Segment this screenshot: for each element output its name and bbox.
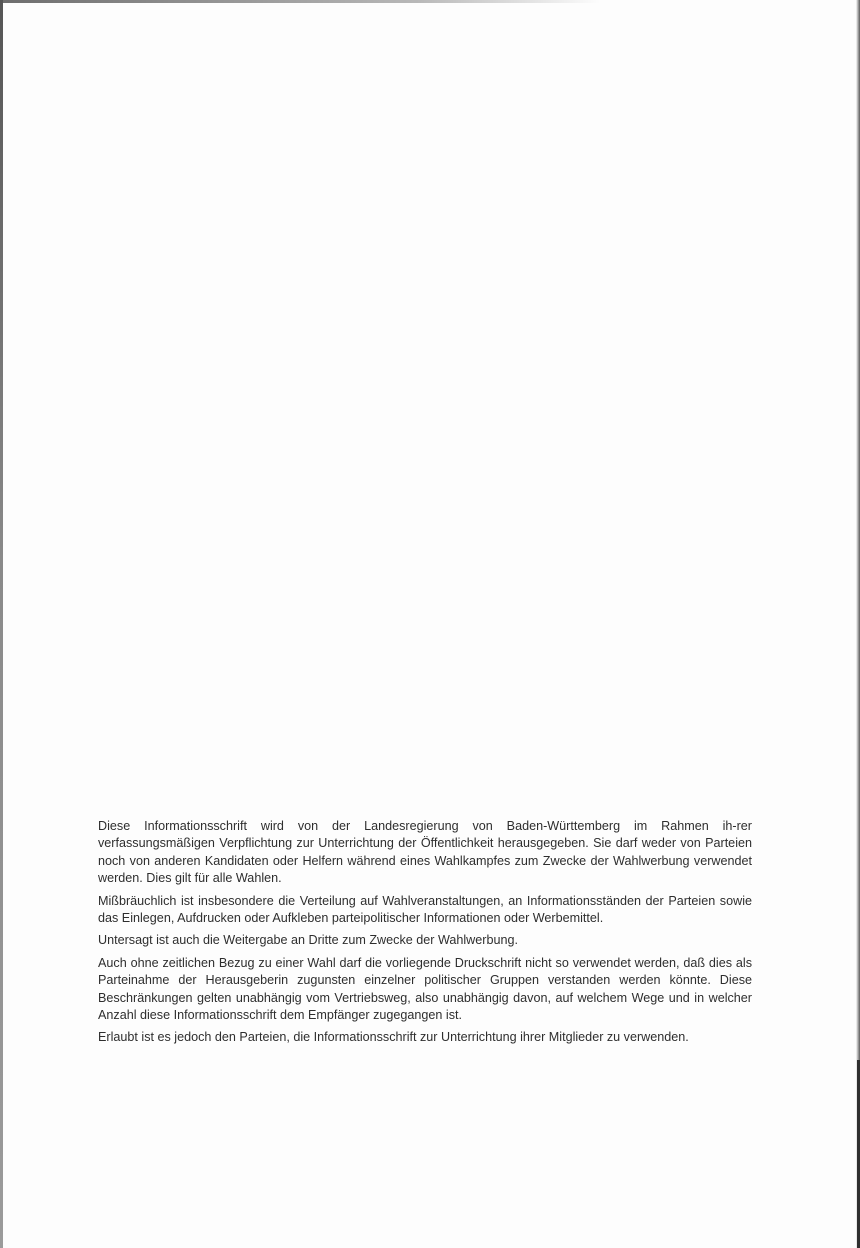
notice-paragraph-4: Auch ohne zeitlichen Bezug zu einer Wahl darf die vorliegende Druckschrift nicht so verwendet werden, daß dies als Parteinahme der Herausgeberin zugunsten einzelner politischer Gruppen verstanden werden könnte. Diese Beschränkungen gelten unabhängig vom Vertriebsweg, also unabhängig davon, auf welchem Wege und in welcher Anzahl diese Informationsschrift dem Empfänger zugegangen ist. — [98, 955, 752, 1023]
page-edge-left — [0, 0, 3, 1248]
usage-notice — [98, 818, 752, 1052]
notice-paragraph-2: Mißbräuchlich ist insbesondere die Verteilung auf Wahlveranstaltungen, an Informationsständen der Parteien sowie das Einlegen, Aufdrucken oder Aufkleben parteipolitischer Informationen oder Werbemittel. — [98, 893, 752, 926]
page-edge-top — [0, 0, 600, 3]
notice-paragraph-3: Untersagt ist auch die Weitergabe an Dritte zum Zwecke der Wahlwerbung. — [98, 933, 518, 948]
notice-paragraph-1: Diese Informationsschrift wird von der Landesregierung von Baden-Württemberg im Rahmen ih-rer verfassungsmäßigen Verpflichtung zur Unterrichtung der Öffentlichkeit herausgegeben. Sie darf weder von Parteien noch von anderen Kandidaten oder Helfern während eines Wahlkampfes zum Zwecke der Wahlwerbung verwendet werden. Dies gilt für alle Wahlen. — [98, 819, 752, 886]
notice-paragraph-5: Erlaubt ist es jedoch den Parteien, die Informationsschrift zur Unterrichtung ihrer Mitglieder zu verwenden. — [98, 1030, 689, 1045]
